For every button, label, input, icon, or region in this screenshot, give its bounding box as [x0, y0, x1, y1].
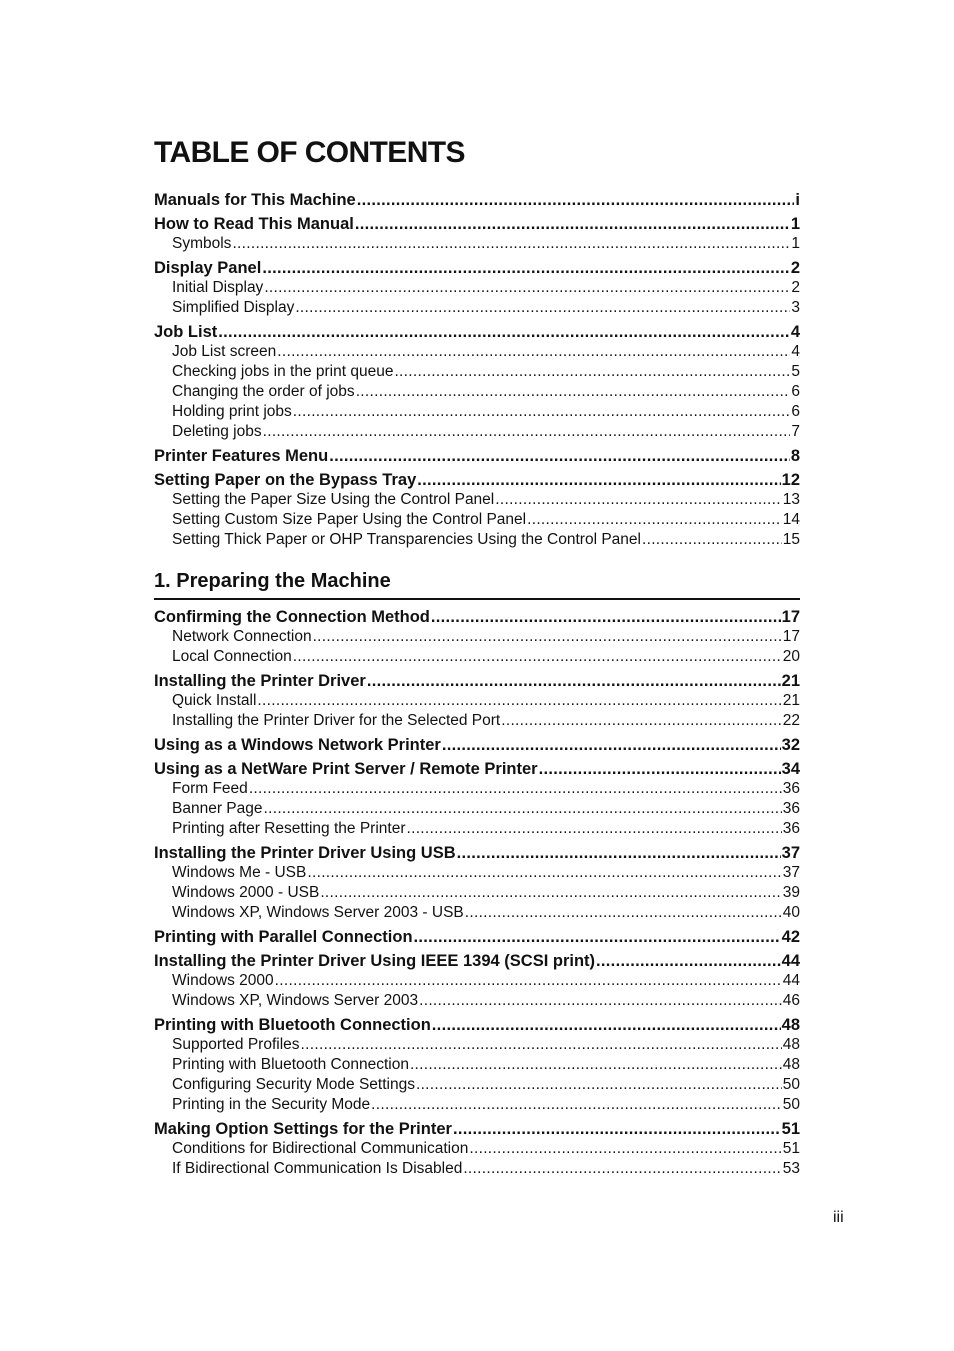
dot-leader: [275, 971, 782, 991]
dot-leader: [264, 278, 790, 298]
toc-entry-page: 12: [781, 471, 800, 489]
dot-leader: [596, 951, 781, 971]
dot-leader: [432, 1015, 781, 1035]
toc-entry-page: 36: [782, 780, 800, 797]
toc-subentry[interactable]: [154, 903, 800, 923]
toc-entry[interactable]: [154, 322, 800, 342]
dot-leader: [642, 530, 782, 550]
dot-leader: [355, 214, 790, 234]
page-title: TABLE OF CONTENTS: [154, 136, 465, 169]
toc-entry-title: Setting Custom Size Paper Using the Control Panel: [172, 511, 527, 528]
toc-entry-title: Quick Install: [172, 692, 257, 709]
toc-entry-page: 48: [782, 1036, 800, 1053]
dot-leader: [307, 863, 781, 883]
toc-entry[interactable]: [154, 671, 800, 691]
toc-entry-page: 13: [782, 491, 800, 508]
toc-entry-title: Network Connection: [172, 628, 312, 645]
toc-entry-page: 17: [782, 628, 800, 645]
toc-subentry[interactable]: [154, 647, 800, 667]
toc-entry-page: 6: [791, 403, 800, 420]
toc-front-section: [154, 186, 800, 550]
toc-entry-page: 48: [782, 1056, 800, 1073]
toc-subentry[interactable]: [154, 530, 800, 550]
dot-leader: [249, 779, 782, 799]
toc-subentry[interactable]: [154, 819, 800, 839]
toc-entry-title: Using as a Windows Network Printer: [154, 736, 441, 754]
toc-entry-title: Symbols: [172, 235, 232, 252]
toc-entry[interactable]: [154, 214, 800, 234]
dot-leader: [416, 1075, 782, 1095]
toc-subentry[interactable]: [154, 627, 800, 647]
toc-subentry[interactable]: [154, 1055, 800, 1075]
dot-leader: [277, 342, 790, 362]
toc-entry-title: Simplified Display: [172, 299, 295, 316]
toc-entry-page: 17: [781, 608, 800, 626]
dot-leader: [232, 234, 790, 254]
toc-subentry[interactable]: [154, 991, 800, 1011]
dot-leader: [301, 1035, 782, 1055]
toc-subentry[interactable]: [154, 1095, 800, 1115]
toc-entry[interactable]: [154, 927, 800, 947]
toc-entry-page: 2: [791, 279, 800, 296]
toc-entry-page: i: [795, 191, 800, 209]
toc-entry-title: How to Read This Manual: [154, 215, 354, 233]
toc-entry[interactable]: [154, 735, 800, 755]
toc-entry-title: Confirming the Connection Method: [154, 608, 430, 626]
toc-subentry[interactable]: [154, 971, 800, 991]
toc-entry-title: Banner Page: [172, 800, 263, 817]
toc-entry-title: Windows Me - USB: [172, 864, 307, 881]
toc-entry-page: 50: [782, 1076, 800, 1093]
toc-entry[interactable]: [154, 951, 800, 971]
toc-subentry[interactable]: [154, 234, 800, 254]
dot-leader: [313, 627, 782, 647]
dot-leader: [329, 446, 790, 466]
toc-entry-title: Printing with Parallel Connection: [154, 928, 413, 946]
toc-entry-title: Printing with Bluetooth Connection: [172, 1056, 409, 1073]
dot-leader: [501, 711, 782, 731]
toc-entry-title: Installing the Printer Driver Using USB: [154, 844, 456, 862]
toc-entry-page: 20: [782, 648, 800, 665]
toc-entry-page: 5: [791, 363, 800, 380]
toc-entry-page: 37: [781, 844, 800, 862]
toc-entry-title: Installing the Printer Driver: [154, 672, 366, 690]
toc-entry[interactable]: [154, 1015, 800, 1035]
toc-entry-page: 4: [790, 323, 800, 341]
toc-entry[interactable]: [154, 258, 800, 278]
toc-entry-title: Printing after Resetting the Printer: [172, 820, 406, 837]
toc-entry-page: 37: [782, 864, 800, 881]
toc-entry-page: 53: [782, 1160, 800, 1177]
dot-leader: [295, 298, 790, 318]
toc-entry-page: 2: [790, 259, 800, 277]
toc-entry-title: Display Panel: [154, 259, 262, 277]
toc-subentry[interactable]: [154, 799, 800, 819]
toc-subentry[interactable]: [154, 1035, 800, 1055]
toc-entry-page: 44: [781, 952, 800, 970]
toc-entry-page: 44: [782, 972, 800, 989]
toc-entry-title: Windows 2000: [172, 972, 274, 989]
toc-entry-title: Windows XP, Windows Server 2003 - USB: [172, 904, 464, 921]
dot-leader: [527, 510, 782, 530]
toc-entry-page: 7: [791, 423, 800, 440]
toc-entry-title: Making Option Settings for the Printer: [154, 1120, 452, 1138]
toc-entry-title: Printing in the Security Mode: [172, 1096, 371, 1113]
dot-leader: [357, 190, 795, 210]
dot-leader: [371, 1095, 782, 1115]
dot-leader: [417, 470, 780, 490]
toc-entry-page: 34: [781, 760, 800, 778]
toc-entry-page: 48: [781, 1016, 800, 1034]
dot-leader: [257, 691, 781, 711]
toc-entry-title: Windows 2000 - USB: [172, 884, 320, 901]
toc-entry-title: Setting Paper on the Bypass Tray: [154, 471, 417, 489]
toc-entry[interactable]: [154, 190, 800, 210]
toc-entry-page: 8: [790, 447, 800, 465]
toc-subentry[interactable]: [154, 278, 800, 298]
dot-leader: [293, 402, 791, 422]
toc-entry-title: Initial Display: [172, 279, 264, 296]
toc-entry-page: 14: [782, 511, 800, 528]
dot-leader: [463, 1159, 781, 1179]
toc-entry[interactable]: [154, 843, 800, 863]
toc-entry-title: Conditions for Bidirectional Communication: [172, 1140, 469, 1157]
toc-entry-title: Windows XP, Windows Server 2003: [172, 992, 419, 1009]
toc-subentry[interactable]: [154, 711, 800, 731]
toc-subentry[interactable]: [154, 510, 800, 530]
toc-entry-title: Installing the Printer Driver Using IEEE 1394 (SCSI print): [154, 952, 596, 970]
toc-entry-title: Using as a NetWare Print Server / Remote Printer: [154, 760, 538, 778]
toc-entry-page: 36: [782, 820, 800, 837]
toc-entry-page: 50: [782, 1096, 800, 1113]
dot-leader: [320, 883, 781, 903]
toc-entry-page: 51: [781, 1120, 800, 1138]
toc-entry[interactable]: [154, 759, 800, 779]
toc-entry-page: 1: [790, 215, 800, 233]
dot-leader: [264, 799, 782, 819]
toc-subentry[interactable]: [154, 1139, 800, 1159]
toc-entry-page: 32: [781, 736, 800, 754]
dot-leader: [442, 735, 781, 755]
dot-leader: [406, 819, 781, 839]
toc-entry-title: Holding print jobs: [172, 403, 292, 420]
toc-entry-page: 51: [782, 1140, 800, 1157]
toc-entry-page: 6: [791, 383, 800, 400]
toc-entry[interactable]: [154, 470, 800, 490]
toc-entry[interactable]: [154, 1119, 800, 1139]
toc-entry-page: 39: [782, 884, 800, 901]
dot-leader: [263, 422, 791, 442]
toc-subentry[interactable]: [154, 382, 800, 402]
dot-leader: [218, 322, 790, 342]
dot-leader: [262, 258, 790, 278]
toc-entry-title: Installing the Printer Driver for the Selected Port: [172, 712, 501, 729]
dot-leader: [465, 903, 782, 923]
toc-subentry[interactable]: [154, 1075, 800, 1095]
dot-leader: [419, 991, 782, 1011]
toc-entry-title: Setting the Paper Size Using the Control Panel: [172, 491, 495, 508]
dot-leader: [293, 647, 782, 667]
toc-entry-title: Manuals for This Machine: [154, 191, 356, 209]
dot-leader: [457, 843, 781, 863]
dot-leader: [356, 382, 791, 402]
toc-entry-page: 22: [782, 712, 800, 729]
chapter-heading: 1. Preparing the Machine: [154, 566, 800, 600]
toc-entry-page: 46: [782, 992, 800, 1009]
toc-entry-page: 42: [781, 928, 800, 946]
dot-leader: [539, 759, 781, 779]
toc-entry-page: 21: [781, 672, 800, 690]
toc-entry-title: Configuring Security Mode Settings: [172, 1076, 415, 1093]
dot-leader: [414, 927, 781, 947]
toc-entry-page: 3: [791, 299, 800, 316]
toc-entry-page: 21: [782, 692, 800, 709]
toc-subentry[interactable]: [154, 490, 800, 510]
toc-subentry[interactable]: [154, 298, 800, 318]
dot-leader: [410, 1055, 782, 1075]
toc-entry-title: Job List screen: [172, 343, 277, 360]
dot-leader: [495, 490, 782, 510]
page-number: iii: [833, 1209, 844, 1226]
toc-subentry[interactable]: [154, 883, 800, 903]
dot-leader: [394, 362, 790, 382]
toc-subentry[interactable]: [154, 362, 800, 382]
dot-leader: [469, 1139, 781, 1159]
toc-entry[interactable]: [154, 607, 800, 627]
toc-subentry[interactable]: [154, 779, 800, 799]
toc-entry-page: 4: [791, 343, 800, 360]
toc-subentry[interactable]: [154, 863, 800, 883]
toc-entry-title: Printer Features Menu: [154, 447, 329, 465]
toc-entry-title: Job List: [154, 323, 218, 341]
toc-entry-title: Printing with Bluetooth Connection: [154, 1016, 431, 1034]
toc-entry-page: 40: [782, 904, 800, 921]
toc-entry-title: Deleting jobs: [172, 423, 262, 440]
toc-subentry[interactable]: [154, 422, 800, 442]
toc-entry-page: 1: [791, 235, 800, 252]
toc-entry-title: Checking jobs in the print queue: [172, 363, 394, 380]
dot-leader: [453, 1119, 781, 1139]
toc-entry-title: Setting Thick Paper or OHP Transparencies Using the Control Panel: [172, 531, 641, 548]
toc-entry-title: Form Feed: [172, 780, 248, 797]
toc-subentry[interactable]: [154, 1159, 800, 1179]
toc-entry-title: Local Connection: [172, 648, 292, 665]
toc-subentry[interactable]: [154, 691, 800, 711]
dot-leader: [367, 671, 781, 691]
toc-entry-title: Changing the order of jobs: [172, 383, 355, 400]
toc-subentry[interactable]: [154, 402, 800, 422]
toc-entry-page: 36: [782, 800, 800, 817]
dot-leader: [431, 607, 781, 627]
toc-subentry[interactable]: [154, 342, 800, 362]
toc-entry-page: 15: [782, 531, 800, 548]
toc-entry-title: If Bidirectional Communication Is Disabled: [172, 1160, 463, 1177]
toc-entry-title: Supported Profiles: [172, 1036, 300, 1053]
toc-chapter-section: [154, 603, 800, 1179]
toc-entry[interactable]: [154, 446, 800, 466]
